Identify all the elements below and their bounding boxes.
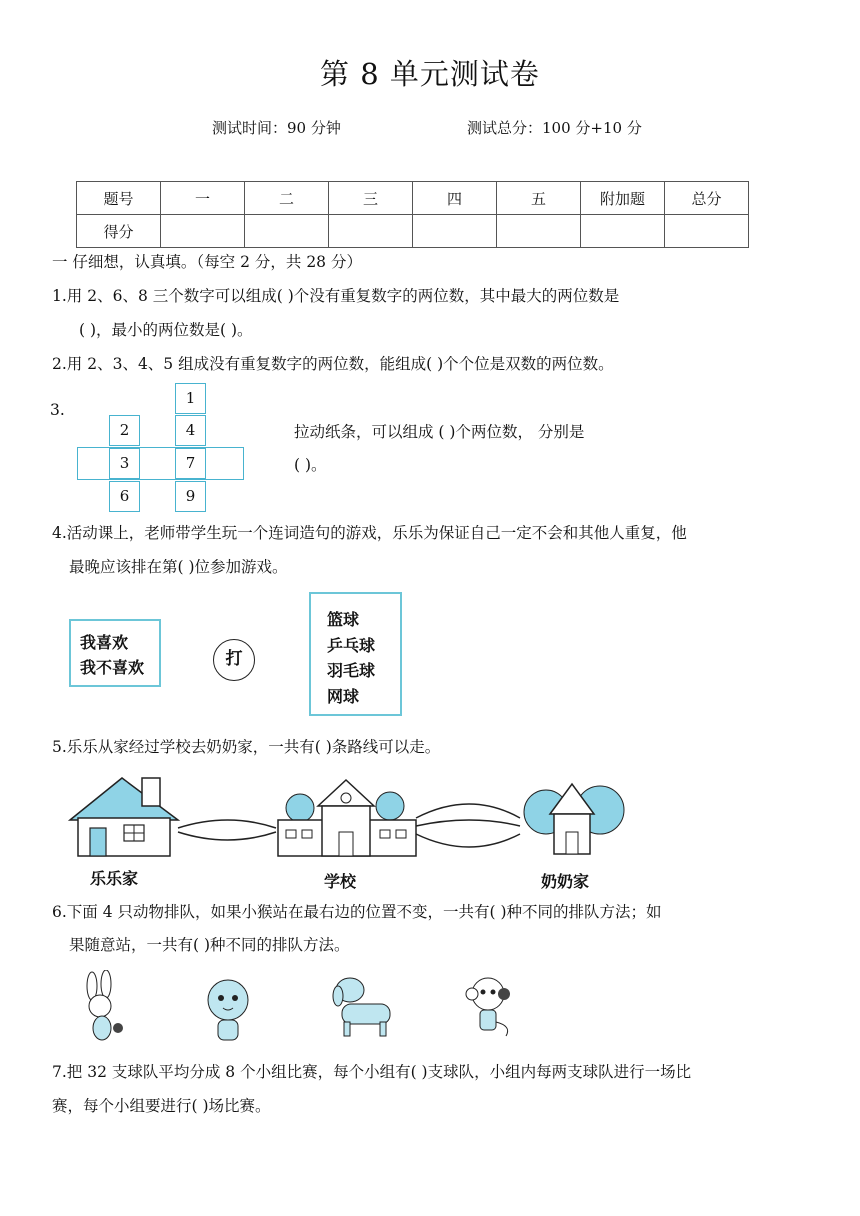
- score-cell[interactable]: [497, 215, 581, 248]
- object-option: 乒乓球: [327, 635, 376, 655]
- strip-cell: 2: [109, 415, 140, 446]
- score-cell[interactable]: [665, 215, 749, 248]
- dog-icon: [333, 978, 390, 1036]
- q2-text: 2.用 2、3、4、5 组成没有重复数字的两位数，能组成( )个个位是双数的两位数。: [52, 355, 614, 373]
- header-cell: 四: [413, 182, 497, 215]
- strip-cell: 6: [109, 481, 140, 512]
- q4-line1: 4.活动课上，老师带学生玩一个连词造句的游戏，乐乐为保证自己一定不会和其他人重复，他: [52, 524, 687, 542]
- score-cell[interactable]: [329, 215, 413, 248]
- strip-cell: 7: [175, 448, 206, 479]
- header-cell: 一: [161, 182, 245, 215]
- subject-option: 我不喜欢: [80, 658, 145, 677]
- strip-cell: 1: [175, 383, 206, 414]
- q3-text2: ( )。: [294, 456, 327, 474]
- header-cell: 五: [497, 182, 581, 215]
- paper-strips-figure: [77, 384, 247, 512]
- score-table-score-row: [77, 215, 749, 248]
- subject-option: 我喜欢: [80, 633, 129, 652]
- score-cell[interactable]: [161, 215, 245, 248]
- header-cell: 三: [329, 182, 413, 215]
- q5-text: 5.乐乐从家经过学校去奶奶家，一共有( )条路线可以走。: [52, 738, 441, 756]
- row-label: 得分: [77, 215, 161, 248]
- school-icon: [278, 780, 416, 856]
- strip-cell: 3: [109, 448, 140, 479]
- q3-number: 3.: [50, 401, 65, 419]
- section-heading: 一 仔细想，认真填。（每空 2 分，共 28 分）: [52, 253, 362, 271]
- q4-line2: 最晚应该排在第( )位参加游戏。: [69, 558, 288, 576]
- home-label: 乐乐家: [90, 869, 139, 888]
- object-option: 篮球: [327, 610, 360, 629]
- header-cell: 总分: [665, 182, 749, 215]
- horizontal-strip: [77, 447, 244, 480]
- q6-line2: 果随意站，一共有( )种不同的排队方法。: [69, 936, 350, 954]
- route-illustration: [60, 770, 640, 870]
- score-cell[interactable]: [581, 215, 665, 248]
- path-line: [416, 820, 520, 826]
- header-cell: 附加题: [581, 182, 665, 215]
- strip-cell: 4: [175, 415, 206, 446]
- subject-box: [69, 619, 161, 687]
- path-line: [416, 804, 520, 818]
- q3-text1: 拉动纸条，可以组成 ( )个两位数， 分别是: [294, 423, 585, 441]
- object-box: [309, 592, 402, 716]
- strip-cell: 9: [175, 481, 206, 512]
- header-cell: 题号: [77, 182, 161, 215]
- grandma-house-icon: [524, 784, 624, 854]
- header-cell: 二: [245, 182, 329, 215]
- animals-row: [76, 970, 526, 1046]
- verb-circle: 打: [213, 639, 255, 681]
- score-table: [76, 181, 749, 248]
- home-icon: [70, 778, 178, 856]
- tiger-icon: [208, 980, 248, 1040]
- q6-line1: 6.下面 4 只动物排队，如果小猴站在最右边的位置不变，一共有( )种不同的排队方法；如: [52, 903, 662, 921]
- score-cell[interactable]: [245, 215, 329, 248]
- object-option: 网球: [327, 686, 360, 706]
- path-line: [416, 834, 520, 847]
- school-label: 学校: [324, 872, 357, 891]
- total-score: 测试总分：100 分+10 分: [467, 119, 642, 137]
- test-time: 测试时间：90 分钟: [212, 119, 341, 137]
- q7-line1: 7.把 32 支球队平均分成 8 个小组比赛，每个小组有( )支球队，小组内每两支球队进行一场比: [52, 1063, 692, 1081]
- q1-line1: 1.用 2、6、8 三个数字可以组成( )个没有重复数字的两位数，其中最大的两位数是: [52, 287, 620, 305]
- grandma-house-label: 奶奶家: [541, 872, 590, 891]
- q7-line2: 赛，每个小组要进行( )场比赛。: [52, 1097, 271, 1115]
- object-option: 羽毛球: [327, 661, 376, 680]
- rabbit-icon: [87, 970, 123, 1040]
- page-title: 第 8 单元测试卷: [320, 57, 540, 91]
- path-line: [178, 832, 276, 840]
- score-cell[interactable]: [413, 215, 497, 248]
- q1-line2: ( )，最小的两位数是( )。: [79, 321, 253, 339]
- monkey-icon: [466, 978, 510, 1036]
- path-line: [178, 820, 276, 828]
- score-table-header-row: [77, 182, 749, 215]
